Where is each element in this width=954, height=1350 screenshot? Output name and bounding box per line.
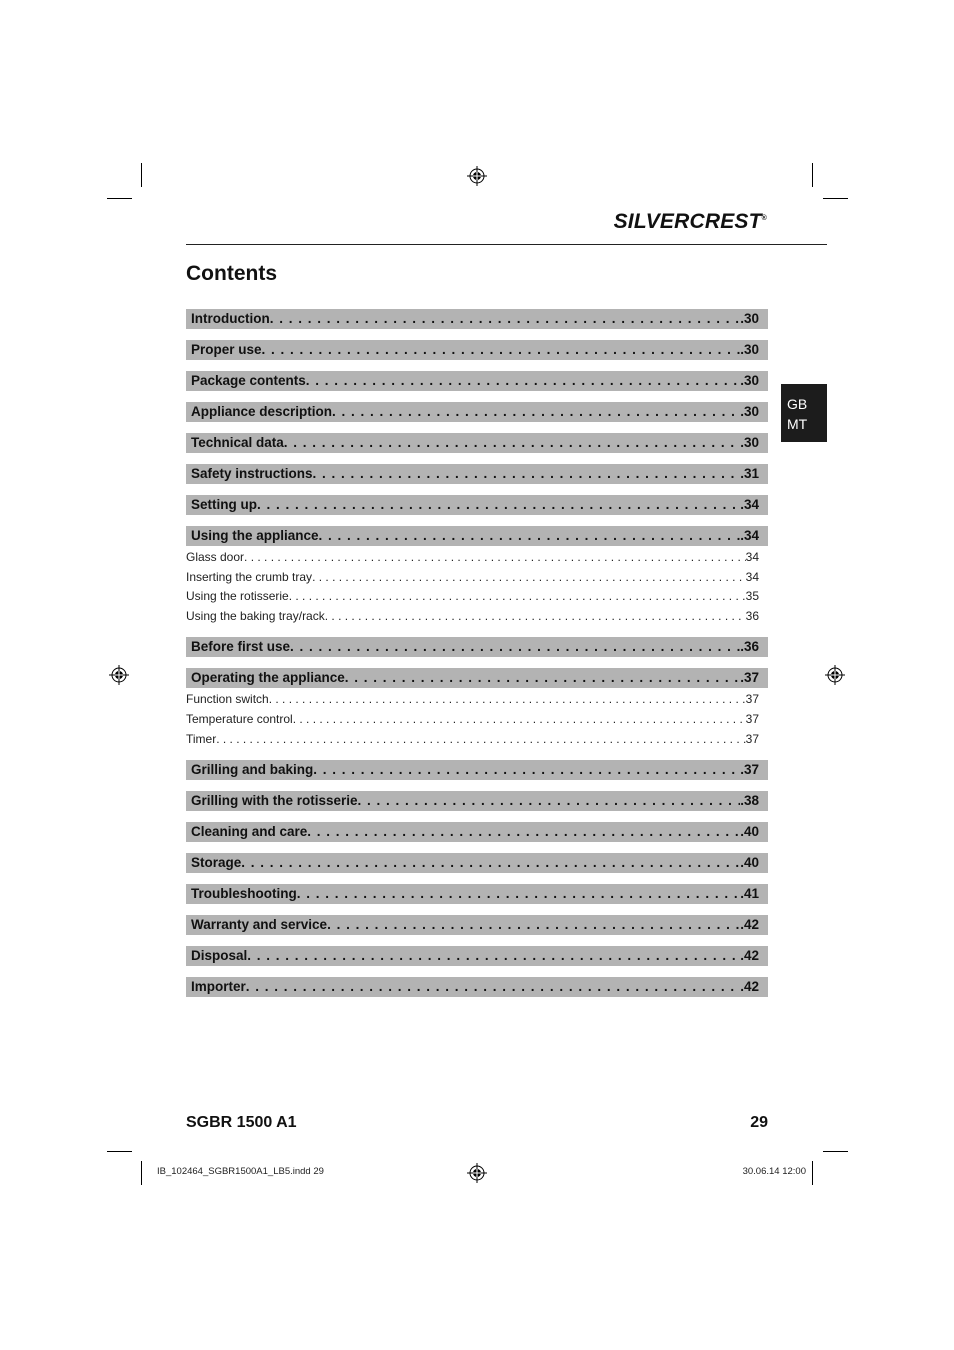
toc-leader-dots <box>244 548 746 568</box>
toc-entry-label: Setting up <box>191 497 257 512</box>
toc-entry-page: . 31 <box>740 464 759 484</box>
toc-entry-label: Before first use <box>191 639 291 655</box>
toc-leader-dots <box>325 607 746 627</box>
toc-entry-page: 36 <box>745 608 759 623</box>
toc-leader-dots <box>284 433 740 453</box>
toc-section-row[interactable] <box>186 730 768 750</box>
toc-entry-page: . 30 <box>740 433 759 453</box>
header-rule <box>186 244 827 245</box>
toc-leader-dots <box>297 884 740 904</box>
toc-entry-label: Grilling with the rotisserie <box>191 793 358 809</box>
print-slug-file: IB_102464_SGBR1500A1_LB5.indd 29 <box>157 1166 324 1177</box>
toc-entry-label: Technical data <box>191 435 284 450</box>
brand-registered-mark: ® <box>761 215 767 222</box>
brand-logo-text: SILVERCREST <box>613 210 762 233</box>
crop-mark <box>812 1161 813 1185</box>
toc-spacer <box>186 904 768 915</box>
toc-entry-page: . 40 <box>740 822 759 842</box>
toc-entry-label: Appliance description <box>191 404 333 419</box>
toc-spacer <box>186 360 768 371</box>
toc-entry-page: . 42 <box>740 977 759 997</box>
toc-entry-page: . 42 <box>740 915 759 935</box>
toc-leader-dots <box>358 791 741 811</box>
toc-spacer <box>186 515 768 526</box>
toc-entry-page: 34 <box>745 569 759 584</box>
toc-leader-dots <box>313 760 740 780</box>
toc-leader-dots <box>270 309 740 329</box>
toc-entry-label: Cleaning and care <box>191 824 308 840</box>
toc-section-row[interactable] <box>186 607 768 627</box>
toc-spacer <box>186 657 768 668</box>
toc-spacer <box>186 453 768 464</box>
toc-leader-dots <box>345 668 740 688</box>
page-title: Contents <box>186 262 277 285</box>
toc-chapter-row[interactable] <box>186 340 768 360</box>
toc-spacer <box>186 780 768 791</box>
toc-leader-dots <box>327 915 740 935</box>
table-of-contents <box>186 309 768 997</box>
crop-mark <box>812 163 813 187</box>
toc-chapter-row[interactable] <box>186 915 768 935</box>
crop-mark <box>823 198 848 199</box>
registration-mark-icon <box>825 665 845 685</box>
crop-mark <box>141 163 142 187</box>
toc-entry-label: Introduction <box>191 311 270 326</box>
toc-chapter-row[interactable] <box>186 791 768 811</box>
toc-spacer <box>186 873 768 884</box>
toc-entry-page: 37 <box>745 711 759 726</box>
toc-chapter-row[interactable] <box>186 495 768 515</box>
page-number: 29 <box>750 1114 768 1131</box>
toc-section-row[interactable] <box>186 710 768 730</box>
toc-section-row[interactable] <box>186 568 768 588</box>
toc-spacer <box>186 811 768 822</box>
toc-entry-page: . 34 <box>740 526 759 546</box>
toc-spacer <box>186 749 768 760</box>
brand-logo <box>600 210 767 234</box>
toc-leader-dots <box>313 464 741 484</box>
toc-entry-label: Inserting the crumb tray <box>186 569 313 584</box>
toc-chapter-row[interactable] <box>186 946 768 966</box>
toc-entry-label: Proper use <box>191 342 262 357</box>
toc-spacer <box>186 626 768 637</box>
toc-chapter-row[interactable] <box>186 433 768 453</box>
toc-spacer <box>186 484 768 495</box>
crop-mark <box>141 1161 142 1185</box>
toc-chapter-row[interactable] <box>186 977 768 997</box>
toc-chapter-row[interactable] <box>186 526 768 546</box>
toc-spacer <box>186 966 768 977</box>
toc-leader-dots <box>241 853 740 873</box>
toc-leader-dots <box>293 710 746 730</box>
toc-leader-dots <box>319 526 741 546</box>
toc-leader-dots <box>247 946 740 966</box>
toc-entry-label: Safety instructions <box>191 466 313 481</box>
toc-entry-label: Grilling and baking <box>191 762 314 778</box>
toc-entry-label: Function switch <box>186 692 269 707</box>
toc-entry-label: Troubleshooting <box>191 886 297 902</box>
toc-chapter-row[interactable] <box>186 760 768 780</box>
toc-chapter-row[interactable] <box>186 309 768 329</box>
registration-mark-icon <box>467 1163 487 1183</box>
toc-entry-page: . 30 <box>740 309 759 329</box>
toc-entry-page: . 42 <box>740 946 759 966</box>
registration-mark-icon <box>109 665 129 685</box>
toc-entry-label: Using the baking tray/rack <box>186 608 325 623</box>
toc-entry-page: . 34 <box>740 495 759 515</box>
toc-leader-dots <box>306 371 740 391</box>
toc-entry-label: Glass door <box>186 550 245 564</box>
toc-entry-label: Importer <box>191 979 246 995</box>
toc-chapter-row[interactable] <box>186 822 768 842</box>
toc-entry-page: . 38 <box>740 791 759 811</box>
toc-leader-dots <box>216 730 745 750</box>
toc-chapter-row[interactable] <box>186 371 768 391</box>
toc-entry-label: Storage <box>191 855 242 871</box>
toc-entry-page: . 37 <box>740 760 759 780</box>
registration-mark-icon <box>467 166 487 186</box>
toc-leader-dots <box>269 690 746 710</box>
language-code: GB <box>787 396 808 412</box>
toc-chapter-row[interactable] <box>186 853 768 873</box>
toc-entry-page: 37 <box>745 731 759 746</box>
toc-leader-dots <box>289 587 746 607</box>
crop-mark <box>107 1151 132 1152</box>
toc-entry-label: Operating the appliance <box>191 670 345 686</box>
language-code: MT <box>787 416 808 432</box>
toc-entry-label: Temperature control <box>186 711 293 726</box>
toc-leader-dots <box>257 495 740 515</box>
toc-entry-label: Using the appliance <box>191 528 319 543</box>
toc-entry-label: Using the rotisserie <box>186 589 289 604</box>
toc-chapter-row[interactable] <box>186 884 768 904</box>
toc-entry-page: . 41 <box>740 884 759 904</box>
toc-spacer <box>186 391 768 402</box>
toc-spacer <box>186 422 768 433</box>
toc-chapter-row[interactable] <box>186 402 768 422</box>
model-number: SGBR 1500 A1 <box>186 1114 297 1131</box>
toc-chapter-row[interactable] <box>186 464 768 484</box>
toc-spacer <box>186 842 768 853</box>
toc-chapter-row[interactable] <box>186 637 768 657</box>
toc-leader-dots <box>307 822 740 842</box>
toc-entry-label: Warranty and service <box>191 917 328 933</box>
toc-leader-dots <box>332 402 740 422</box>
toc-entry-label: Package contents <box>191 373 306 388</box>
toc-leader-dots <box>290 637 740 657</box>
toc-entry-page: . 30 <box>740 340 759 360</box>
toc-leader-dots <box>312 568 746 588</box>
print-slug-datetime: 30.06.14 12:00 <box>742 1166 806 1177</box>
toc-entry-label: Disposal <box>191 948 248 964</box>
crop-mark <box>823 1151 848 1152</box>
crop-mark <box>107 198 132 199</box>
toc-chapter-row[interactable] <box>186 668 768 688</box>
toc-entry-page: 34 <box>745 550 759 564</box>
toc-entry-page: . 30 <box>740 371 759 391</box>
toc-entry-label: Timer <box>186 731 217 746</box>
toc-section-row[interactable] <box>186 548 768 568</box>
toc-entry-page: . 30 <box>740 402 759 422</box>
toc-entry-page: . 36 <box>740 637 759 657</box>
toc-section-row[interactable] <box>186 690 768 710</box>
language-tab <box>781 384 827 442</box>
toc-leader-dots <box>262 340 741 360</box>
toc-spacer <box>186 935 768 946</box>
toc-entry-page: . 37 <box>740 668 759 688</box>
toc-entry-page: . 40 <box>740 853 759 873</box>
toc-spacer <box>186 329 768 340</box>
toc-entry-page: 37 <box>745 692 759 707</box>
toc-leader-dots <box>246 977 740 997</box>
toc-entry-page: 35 <box>745 589 759 604</box>
toc-section-row[interactable] <box>186 587 768 607</box>
